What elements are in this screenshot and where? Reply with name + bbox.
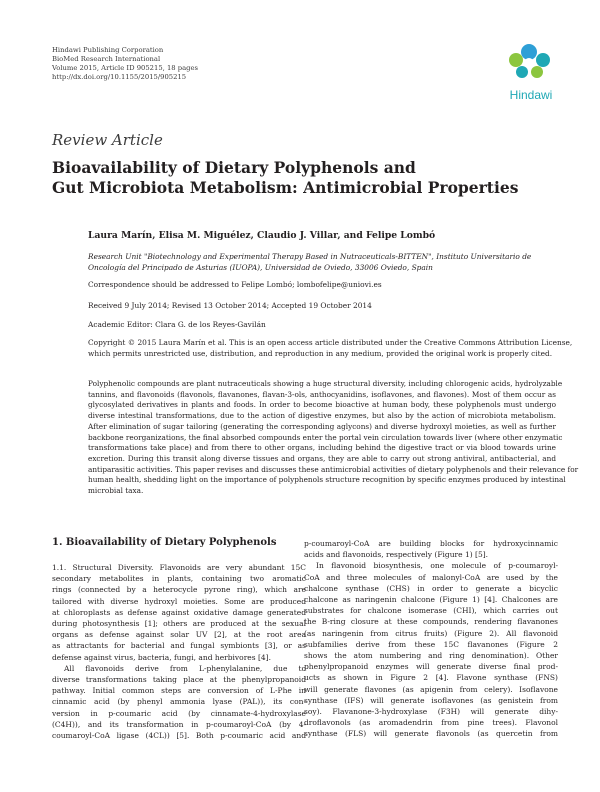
body-line: pathway. Initial common steps are conversion of L-Phe in: [52, 686, 306, 696]
body-line: (C4H)), and its transformation in p-coumaroyl-CoA (by 4-: [52, 719, 306, 729]
body-line: ucts as shown in Figure 2 [4]. Flavone synthase (FNS): [304, 673, 558, 683]
abstract-line: After elimination of sugar tailoring (generating the corresponding aglycons) and diverse hydroxyl moieties, as well as further: [88, 421, 556, 431]
correspondence: Correspondence should be addressed to Felipe Lombó; lombofelipe@uniovi.es: [88, 280, 382, 289]
body-line: will generate flavones (as apigenin from celery). Isoflavone: [304, 684, 558, 694]
body-line: acids and flavonoids, respectively (Figure 1) [5].: [304, 550, 489, 560]
affiliation: [88, 251, 558, 273]
body-line: during photosynthesis [1]; others are produced at the sexual: [52, 619, 306, 629]
body-line: coumaroyl-CoA ligase (4CL)) [5]. Both p-coumaric acid and: [52, 731, 306, 741]
body-column-right: [304, 538, 558, 740]
body-column-left: [52, 562, 306, 741]
article-type: Review Article: [52, 131, 163, 149]
body-line: cinnamic acid (by phenyl ammonia lyase (PAL)), its con-: [52, 697, 306, 707]
body-line: the B-ring closure at these compounds, rendering flavanones: [304, 617, 558, 627]
body-line: secondary metabolites in plants, containing two aromatic: [52, 574, 306, 584]
section-title: 1. Bioavailability of Dietary Polyphenols: [52, 537, 277, 548]
academic-editor: Academic Editor: Clara G. de los Reyes-Gavilán: [88, 320, 266, 329]
body-line: CoA and three molecules of malonyl-CoA are used by the: [304, 572, 558, 582]
body-line: 1.1. Structural Diversity. Flavonoids are very abundant 15C: [52, 563, 306, 572]
body-line: chalcone synthase (CHS) in order to generate a bicyclic: [304, 583, 558, 593]
hindawi-logo-text: Hindawi: [509, 88, 553, 102]
body-line: tailored with diverse hydroxyl moieties. Some are produced: [52, 596, 306, 606]
journal-header: [52, 46, 198, 82]
authors: Laura Marín, Elisa M. Miguélez, Claudio J. Villar, and Felipe Lombó: [88, 230, 436, 241]
body-line: All flavonoids derive from L-phenylalanine, due to: [64, 663, 306, 673]
body-line: substrates for chalcone isomerase (CHI), which carries out: [304, 606, 558, 616]
body-line: subfamilies derive from these 15C flavanones (Figure 2: [304, 639, 558, 649]
body-line: version in p-coumaric acid (by cinnamate-4-hydroxylase: [52, 708, 306, 718]
abstract-line: transformations take place) and from there to other organs, including behind the digestive tract or via blood towards urine: [88, 443, 556, 453]
title-line: Gut Microbiota Metabolism: Antimicrobial Properties: [52, 178, 519, 197]
publisher: Hindawi Publishing Corporation: [52, 46, 164, 54]
body-line: at chloroplasts as defense against oxidative damage generated: [52, 607, 306, 617]
abstract-line: human health, shedding light on the importance of polyphenols structure recognition by specific enzymes produced by intestinal: [88, 475, 566, 485]
abstract: [88, 379, 579, 497]
body-line: organs as defense against solar UV [2], at the root area: [52, 630, 306, 640]
body-line: p-coumaroyl-CoA are building blocks for hydroxycinnamic: [304, 539, 558, 548]
body-line: droflavonols (as aromadendrin from pine trees). Flavonol: [304, 718, 558, 728]
abstract-line: excretion. During this transit along diverse tissues and organs, they are able to carry out strong antiviral, antibacterial, and: [88, 453, 556, 463]
body-line: defense against virus, bacteria, fungi, and herbivores [4].: [52, 652, 271, 662]
abstract-line: glycosylated derivatives in plants and foods. In order to become bioactive at human body, these polyphenols must undergo: [88, 400, 556, 410]
abstract-line: Polyphenolic compounds are plant nutraceuticals showing a huge structural diversity, including chlorogenic acids, hydrolyzable: [88, 379, 563, 388]
body-line: diverse transformations taking place at the phenylpropanoid: [52, 675, 306, 685]
paper-title: [52, 158, 522, 198]
abstract-line: microbial taxa.: [88, 486, 144, 496]
copyright: [88, 337, 573, 359]
copyright-line: Copyright © 2015 Laura Marín et al. This is an open access article distributed under the Creative Commons Attribution License,: [88, 338, 573, 347]
abstract-line: antiparasitic activities. This paper revises and discusses these antimicrobial activities of dietary polyphenols and their relevance for: [88, 464, 579, 474]
dates: Received 9 July 2014; Revised 13 October 2014; Accepted 19 October 2014: [88, 301, 372, 310]
abstract-line: tannins, and flavonoids (flavonols, flavanones, flavan-3-ols, anthocyanidins, isoflavones, and flavones). Most of them occur as: [88, 389, 556, 399]
body-line: (as naringenin from citrus fruits) (Figure 2). All flavonoid: [304, 628, 558, 638]
abstract-line: backbone reorganizations, the final absorbed compounds enter the portal vein circulation towards liver (where other enzymatic: [88, 432, 563, 442]
body-line: phenylpropanoid enzymes will generate diverse final prod-: [304, 662, 558, 672]
doi-link[interactable]: http://dx.doi.org/10.1155/2015/905215: [52, 73, 187, 81]
affiliation-line: Research Unit "Biotechnology and Experimental Therapy Based in Nutraceuticals-BITTEN", Instituto Universitario de: [88, 252, 532, 261]
copyright-line: which permits unrestricted use, distribution, and reproduction in any medium, provided the original work is properly cited.: [88, 349, 553, 358]
body-line: rings (connected by a heterocycle pyrone ring), which are: [52, 585, 306, 595]
title-line: Bioavailability of Dietary Polyphenols and: [52, 158, 416, 177]
body-line: synthase (IFS) will generate isoflavones (as genistein from: [304, 695, 558, 705]
body-line: chalcone as naringenin chalcone (Figure 1) [4]. Chalcones are: [304, 595, 558, 605]
body-line: soy). Flavanone-3-hydroxylase (F3H) will generate dihy-: [304, 707, 558, 717]
body-line: synthase (FLS) will generate flavonols (as quercetin from: [304, 729, 558, 739]
affiliation-line: Oncología del Principado de Asturias (IUOPA), Universidad de Oviedo, 33006 Oviedo, Spain: [88, 263, 433, 272]
body-line: as attractants for bacterial and fungal symbionts [3], or as: [52, 641, 306, 651]
volume-info: Volume 2015, Article ID 905215, 18 pages: [52, 64, 199, 72]
journal-name: BioMed Research International: [52, 55, 161, 63]
abstract-line: diverse intestinal transformations, due to the action of digestive enzymes, but also by the action of microbiota metabolism.: [88, 411, 556, 421]
body-line: shows the atom numbering and ring denomination). Other: [304, 651, 558, 661]
body-line: In flavonoid biosynthesis, one molecule of p-coumaroyl-: [316, 561, 558, 571]
